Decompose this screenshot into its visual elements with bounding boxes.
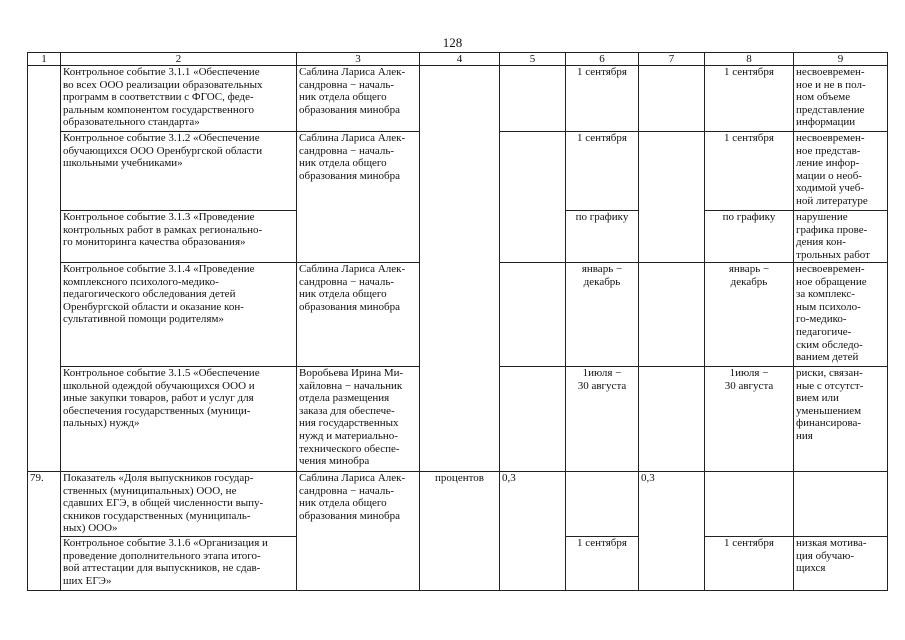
responsible-cell: Саблина Лариса Алек- сандровна − началь- ник отдела общего образования минобра [297,132,420,211]
target-value-cell [639,132,705,211]
table-row [28,263,888,367]
table-row [28,66,888,132]
risk-cell: низкая мотива- ция обучаю- щихся [794,537,888,591]
responsible-cell: Саблина Лариса Алек- сандровна − началь- ник отдела общего образования минобра [297,66,420,132]
date-start-cell: 1 сентября [566,537,639,591]
column-header: 7 [639,53,705,66]
unit-cell [420,66,500,132]
column-header: 2 [61,53,297,66]
responsible-cell [297,211,420,263]
row-number [28,263,61,367]
event-cell: Контрольное событие 3.1.1 «Обеспечение во всех ООО реализации образовательных программ в соответствии с ФГОС, феде- ральным компонентом государственного образовательного стандарта» [61,66,297,132]
column-header: 6 [566,53,639,66]
table-row [28,132,888,211]
event-cell: Показатель «Доля выпускников государ- ственных (муниципальных) ООО, не сдавших ЕГЭ, в общей численности выпу- скников государственных (муниципаль- ных) ООО» [61,472,297,537]
risk-cell: несвоевремен- ное обращение за комплекс- ным психоло- го-медико- педагогиче- ским обследо- ванием детей [794,263,888,367]
target-value-cell [639,211,705,263]
base-value-cell [500,263,566,367]
target-value-cell [639,367,705,472]
row-number [28,367,61,472]
base-value-cell [500,132,566,211]
column-header: 3 [297,53,420,66]
responsible-cell: Саблина Лариса Алек- сандровна − началь- ник отдела общего образования минобра [297,263,420,367]
date-end-cell: 1июля − 30 августа [705,367,794,472]
row-number: 79. [28,472,61,537]
risk-cell [794,472,888,537]
responsible-cell: Воробьева Ирина Ми- хайловна − начальник отдела размещения заказа для обеспече- ния государственных нужд и материально- технического обеспе- чения минобра [297,367,420,472]
risk-cell: несвоевремен- ное и не в пол- ном объеме представление информации [794,66,888,132]
unit-cell: процентов [420,472,500,537]
column-header: 9 [794,53,888,66]
column-header: 1 [28,53,61,66]
date-end-cell: 1 сентября [705,132,794,211]
date-start-cell: по графику [566,211,639,263]
date-end-cell: 1 сентября [705,537,794,591]
row-number [28,537,61,591]
unit-cell [420,537,500,591]
risk-cell: нарушение графика прове- дения кон- трольных работ [794,211,888,263]
risk-cell: риски, связан- ные с отсутст- вием или уменьшением финансирова- ния [794,367,888,472]
base-value-cell [500,537,566,591]
date-start-cell [566,472,639,537]
plan-table [27,52,888,591]
column-header: 8 [705,53,794,66]
unit-cell [420,367,500,472]
event-cell: Контрольное событие 3.1.3 «Проведение контрольных работ в рамках регионально- го мониторинга качества образования» [61,211,297,263]
target-value-cell: 0,3 [639,472,705,537]
target-value-cell [639,537,705,591]
row-number [28,211,61,263]
column-number-row [28,53,888,66]
responsible-cell: Саблина Лариса Алек- сандровна − началь- ник отдела общего образования минобра [297,472,420,537]
row-number [28,132,61,211]
date-end-cell: по графику [705,211,794,263]
unit-cell [420,211,500,263]
base-value-cell [500,66,566,132]
unit-cell [420,132,500,211]
target-value-cell [639,263,705,367]
base-value-cell [500,211,566,263]
date-start-cell: 1июля − 30 августа [566,367,639,472]
event-cell: Контрольное событие 3.1.2 «Обеспечение обучающихся ООО Оренбургской области школьными учебниками» [61,132,297,211]
table-row [28,367,888,472]
base-value-cell [500,367,566,472]
target-value-cell [639,66,705,132]
table-row [28,537,888,591]
date-start-cell: 1 сентября [566,66,639,132]
row-number [28,66,61,132]
page-number: 128 [442,35,463,50]
column-header: 4 [420,53,500,66]
event-cell: Контрольное событие 3.1.6 «Организация и проведение дополнительного этапа итого- вой аттестации для выпускников, не сдав- ших ЕГЭ» [61,537,297,591]
date-end-cell [705,472,794,537]
responsible-cell [297,537,420,591]
date-start-cell: 1 сентября [566,132,639,211]
column-header: 5 [500,53,566,66]
event-cell: Контрольное событие 3.1.5 «Обеспечение школьной одеждой обучающихся ООО и иные закупки товаров, работ и услуг для обеспечения государственных (муници- пальных) нужд» [61,367,297,472]
date-end-cell: 1 сентября [705,66,794,132]
table-row [28,211,888,263]
unit-cell [420,263,500,367]
date-start-cell: январь − декабрь [566,263,639,367]
base-value-cell: 0,3 [500,472,566,537]
date-end-cell: январь − декабрь [705,263,794,367]
event-cell: Контрольное событие 3.1.4 «Проведение комплексного психолого-медико- педагогического обследования детей Оренбургской области и оказание кон- сультативной помощи родителям» [61,263,297,367]
risk-cell: несвоевремен- ное представ- ление инфор- мации о необ- ходимой учеб- ной литературе [794,132,888,211]
table-row [28,472,888,537]
